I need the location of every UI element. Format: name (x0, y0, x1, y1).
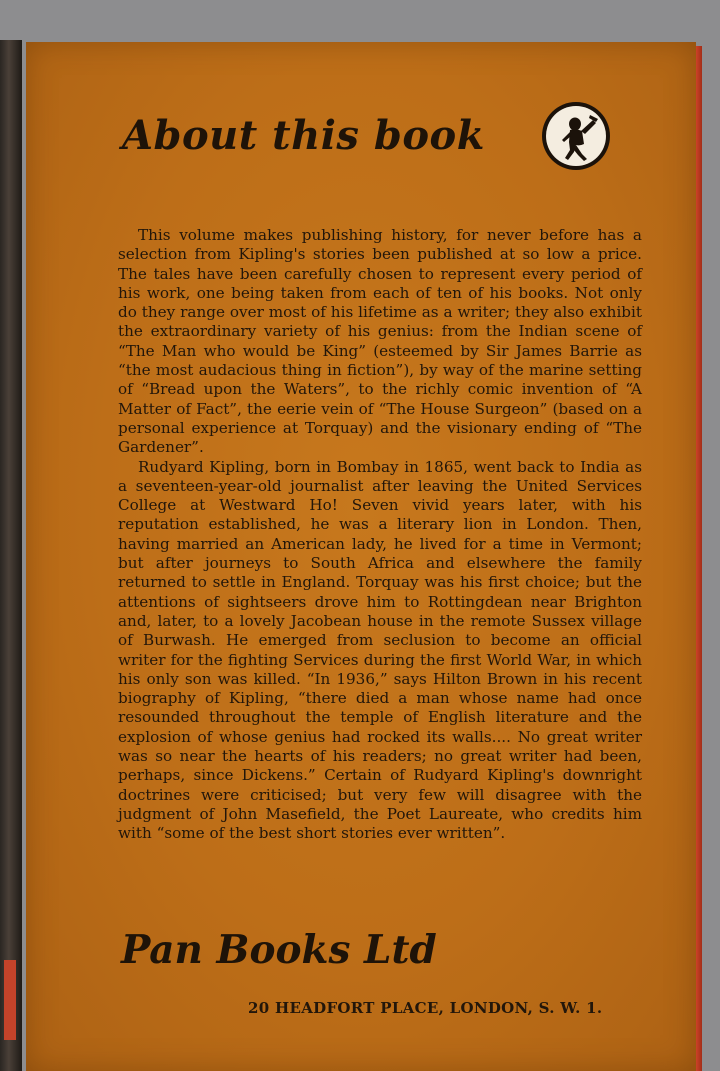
book-description (118, 226, 642, 844)
author-biography-paragraph: Rudyard Kipling, born in Bombay in 1865, went back to India as a seventeen-year-old journalist after leaving the United Services College at Westward Ho! Seven vivid years later, with his reputation established, he was a literary lion in London. Then, having married an American lady, he lived for a time in Vermont; but after journeys to South Africa and elsewhere the family returned to settle in England. Torquay was his first choice; but the attentions of sightseers drove him to Rottingdean near Brighton and, later, to a lovely Jacobean house in the remote Sussex village of Burwash. He emerged from seclusion to become an official writer for the fighting Services during the first World War, in which his only son was killed. “In 1936,” says Hilton Brown in his recent biography of Kipling, “there died a man whose name had once resounded throughout the temple of English literature and the explosion of whose genius had rocked its walls.... No great writer was so near the hearts of his readers; no great writer had been, perhaps, since Dickens.” Certain of Rudyard Kipling's downright doctrines were criticised; but very few will disagree with the judgment of John Masefield, the Poet Laureate, who credits him with “some of the best short stories ever written”. (118, 457, 642, 843)
pan-piper-icon (540, 100, 612, 172)
book-spine (0, 40, 22, 1071)
page-title: About this book (122, 112, 485, 159)
publisher-name: Pan Books Ltd (121, 927, 437, 973)
back-cover (26, 42, 696, 1071)
description-paragraph: This volume makes publishing history, for never before has a selection from Kipling's stories been published at so low a price. The tales have been carefully chosen to represent every period of his work, one being taken from each of ten of his books. Not only do they range over most of his lifetime as a writer; they also exhibit the extraordinary variety of his genius: from the Indian scene of “The Man who would be King” (esteemed by Sir James Barrie as “the most audacious thing in fiction”), by way of the marine setting of “Bread upon the Waters”, to the richly comic invention of “A Matter of Fact”, the eerie vein of “The House Surgeon” (based on a personal experience at Torquay) and the visionary ending of “The Gardener”. (118, 226, 642, 457)
spine-label-tag (4, 960, 16, 1040)
publisher-address: 20 HEADFORT PLACE, LONDON, S. W. 1. (248, 999, 603, 1017)
